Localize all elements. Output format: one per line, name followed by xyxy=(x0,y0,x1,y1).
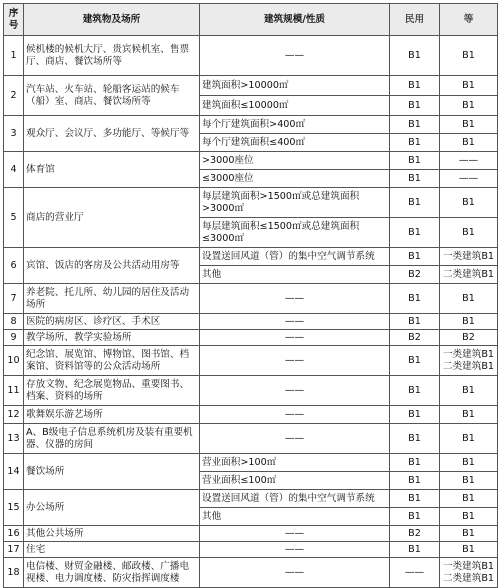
row-number: 14 xyxy=(4,454,24,490)
scale-cell: —— xyxy=(200,406,390,424)
scale-cell: 建筑面积>10000㎡ xyxy=(200,76,390,96)
row-number: 11 xyxy=(4,376,24,406)
rating-cell-col4: B1 xyxy=(390,188,440,218)
scale-cell: 其他 xyxy=(200,508,390,526)
table-row xyxy=(4,36,498,76)
rating-cell-col5: B1 xyxy=(440,542,498,558)
header-row xyxy=(4,4,498,36)
rating-cell-col5: B1 xyxy=(440,96,498,116)
rating-cell-col5: —— xyxy=(440,152,498,170)
place-cell: 其他公共场所 xyxy=(24,526,200,542)
table-row xyxy=(4,490,498,508)
rating-cell-col4: B1 xyxy=(390,508,440,526)
row-number: 7 xyxy=(4,284,24,314)
row-number: 8 xyxy=(4,314,24,330)
rating-cell-col4: B1 xyxy=(390,424,440,454)
scale-cell: —— xyxy=(200,284,390,314)
place-cell: 体育馆 xyxy=(24,152,200,188)
row-number: 5 xyxy=(4,188,24,248)
rating-cell-col4: B1 xyxy=(390,490,440,508)
rating-cell-col4: B1 xyxy=(390,542,440,558)
table-row xyxy=(4,376,498,406)
scale-cell: 建筑面积≤10000㎡ xyxy=(200,96,390,116)
scale-cell: —— xyxy=(200,314,390,330)
rating-cell-col5: B1 xyxy=(440,188,498,218)
rating-cell-col5: B1 xyxy=(440,76,498,96)
rating-cell-col5: B1 xyxy=(440,376,498,406)
header-scale: 建筑规模/性质 xyxy=(200,4,390,36)
rating-cell-col4: B1 xyxy=(390,170,440,188)
rating-cell-col5: —— xyxy=(440,170,498,188)
table-row xyxy=(4,454,498,472)
row-number: 10 xyxy=(4,346,24,376)
header-col4: 民用 xyxy=(390,4,440,36)
rating-cell-col5: B1 xyxy=(440,134,498,152)
rating-cell-col4: B1 xyxy=(390,218,440,248)
scale-cell: —— xyxy=(200,376,390,406)
scale-cell: —— xyxy=(200,330,390,346)
scale-cell: —— xyxy=(200,424,390,454)
scale-cell: —— xyxy=(200,36,390,76)
place-cell: 存放文物、纪念展览物品、重要图书、档案、资料的场所 xyxy=(24,376,200,406)
place-cell: 医院的病房区、诊疗区、手术区 xyxy=(24,314,200,330)
rating-cell-col4: B1 xyxy=(390,152,440,170)
rating-cell-col5: B2 xyxy=(440,330,498,346)
rating-cell-col5: B1 xyxy=(440,454,498,472)
scale-cell: 每层建筑面积≤1500㎡或总建筑面积≤3000㎡ xyxy=(200,218,390,248)
row-number: 13 xyxy=(4,424,24,454)
rating-cell-col5: 一类建筑B1 二类建筑B1 xyxy=(440,558,498,588)
rating-cell-col4: B1 xyxy=(390,134,440,152)
row-number: 9 xyxy=(4,330,24,346)
rating-cell-col4: B2 xyxy=(390,266,440,284)
table-row xyxy=(4,526,498,542)
rating-cell-col4: B1 xyxy=(390,314,440,330)
rating-cell-col4: B1 xyxy=(390,472,440,490)
row-number: 6 xyxy=(4,248,24,284)
row-number: 4 xyxy=(4,152,24,188)
rating-cell-col4: B1 xyxy=(390,96,440,116)
scale-cell: 其他 xyxy=(200,266,390,284)
rating-cell-col5: B1 xyxy=(440,472,498,490)
rating-cell-col5: B1 xyxy=(440,116,498,134)
rating-cell-col5: B1 xyxy=(440,424,498,454)
rating-cell-col4: B2 xyxy=(390,330,440,346)
table-row xyxy=(4,314,498,330)
rating-cell-col4: B1 xyxy=(390,284,440,314)
rating-cell-col5: 二类建筑B1 xyxy=(440,266,498,284)
table-row xyxy=(4,330,498,346)
rating-cell-col5: B1 xyxy=(440,36,498,76)
row-number: 17 xyxy=(4,542,24,558)
place-cell: 餐饮场所 xyxy=(24,454,200,490)
row-number: 3 xyxy=(4,116,24,152)
place-cell: 纪念馆、展览馆、博物馆、图书馆、档案馆、资料馆等的公众活动场所 xyxy=(24,346,200,376)
rating-cell-col4: B1 xyxy=(390,346,440,376)
row-number: 12 xyxy=(4,406,24,424)
rating-cell-col4: B1 xyxy=(390,454,440,472)
scale-cell: —— xyxy=(200,526,390,542)
table-row xyxy=(4,558,498,588)
table-row xyxy=(4,188,498,218)
rating-cell-col4: —— xyxy=(390,558,440,588)
rating-cell-col5: B1 xyxy=(440,314,498,330)
rating-cell-col5: 一类建筑B1 xyxy=(440,248,498,266)
rating-cell-col5: B1 xyxy=(440,490,498,508)
table-row xyxy=(4,406,498,424)
scale-cell: 每个厅建筑面积≤400㎡ xyxy=(200,134,390,152)
rating-cell-col4: B1 xyxy=(390,116,440,134)
row-number: 16 xyxy=(4,526,24,542)
row-number: 1 xyxy=(4,36,24,76)
rating-cell-col4: B2 xyxy=(390,526,440,542)
table-row xyxy=(4,152,498,170)
scale-cell: 营业面积>100㎡ xyxy=(200,454,390,472)
header-place: 建筑物及场所 xyxy=(24,4,200,36)
rating-cell-col4: B1 xyxy=(390,76,440,96)
scale-cell: 每个厅建筑面积>400㎡ xyxy=(200,116,390,134)
rating-cell-col5: B1 xyxy=(440,508,498,526)
scale-cell: —— xyxy=(200,542,390,558)
table-row xyxy=(4,542,498,558)
scale-cell: 设置送回风道（管）的集中空气调节系统 xyxy=(200,248,390,266)
place-cell: 候机楼的候机大厅、贵宾候机室、售票厅、商店、餐饮场所等 xyxy=(24,36,200,76)
fire-rating-table xyxy=(3,3,498,588)
scale-cell: 营业面积≤100㎡ xyxy=(200,472,390,490)
place-cell: 住宅 xyxy=(24,542,200,558)
place-cell: A、B级电子信息系统机房及装有重要机器、仪器的房间 xyxy=(24,424,200,454)
place-cell: 商店的营业厅 xyxy=(24,188,200,248)
scale-cell: 每层建筑面积>1500㎡或总建筑面积>3000㎡ xyxy=(200,188,390,218)
rating-cell-col4: B1 xyxy=(390,248,440,266)
rating-cell-col5: B1 xyxy=(440,284,498,314)
row-number: 15 xyxy=(4,490,24,526)
table-row xyxy=(4,284,498,314)
rating-cell-col5: B1 xyxy=(440,526,498,542)
scale-cell: ≤3000座位 xyxy=(200,170,390,188)
place-cell: 养老院、托儿所、幼儿园的居住及活动场所 xyxy=(24,284,200,314)
scale-cell: >3000座位 xyxy=(200,152,390,170)
place-cell: 观众厅、会议厅、多功能厅、等候厅等 xyxy=(24,116,200,152)
place-cell: 汽车站、火车站、轮船客运站的候车（船）室、商店、餐饮场所等 xyxy=(24,76,200,116)
row-number: 18 xyxy=(4,558,24,588)
rating-cell-col5: B1 xyxy=(440,218,498,248)
header-no: 序号 xyxy=(4,4,24,36)
rating-cell-col5: 一类建筑B1 二类建筑B1 xyxy=(440,346,498,376)
rating-cell-col4: B1 xyxy=(390,376,440,406)
scale-cell: 设置送回风道（管）的集中空气调节系统 xyxy=(200,490,390,508)
header-col5: 等 xyxy=(440,4,498,36)
table-row xyxy=(4,116,498,134)
table-body xyxy=(4,36,498,588)
scale-cell: —— xyxy=(200,558,390,588)
place-cell: 教学场所、教学实验场所 xyxy=(24,330,200,346)
scale-cell: —— xyxy=(200,346,390,376)
table-row xyxy=(4,248,498,266)
place-cell: 宾馆、饭店的客房及公共活动用房等 xyxy=(24,248,200,284)
place-cell: 电信楼、财贸金融楼、邮政楼、广播电视楼、电力调度楼、防灾指挥调度楼 xyxy=(24,558,200,588)
place-cell: 办公场所 xyxy=(24,490,200,526)
row-number: 2 xyxy=(4,76,24,116)
place-cell: 歌舞娱乐游艺场所 xyxy=(24,406,200,424)
rating-cell-col4: B1 xyxy=(390,36,440,76)
table-row xyxy=(4,346,498,376)
rating-cell-col5: B1 xyxy=(440,406,498,424)
table-row xyxy=(4,76,498,96)
table-row xyxy=(4,424,498,454)
rating-cell-col4: B1 xyxy=(390,406,440,424)
